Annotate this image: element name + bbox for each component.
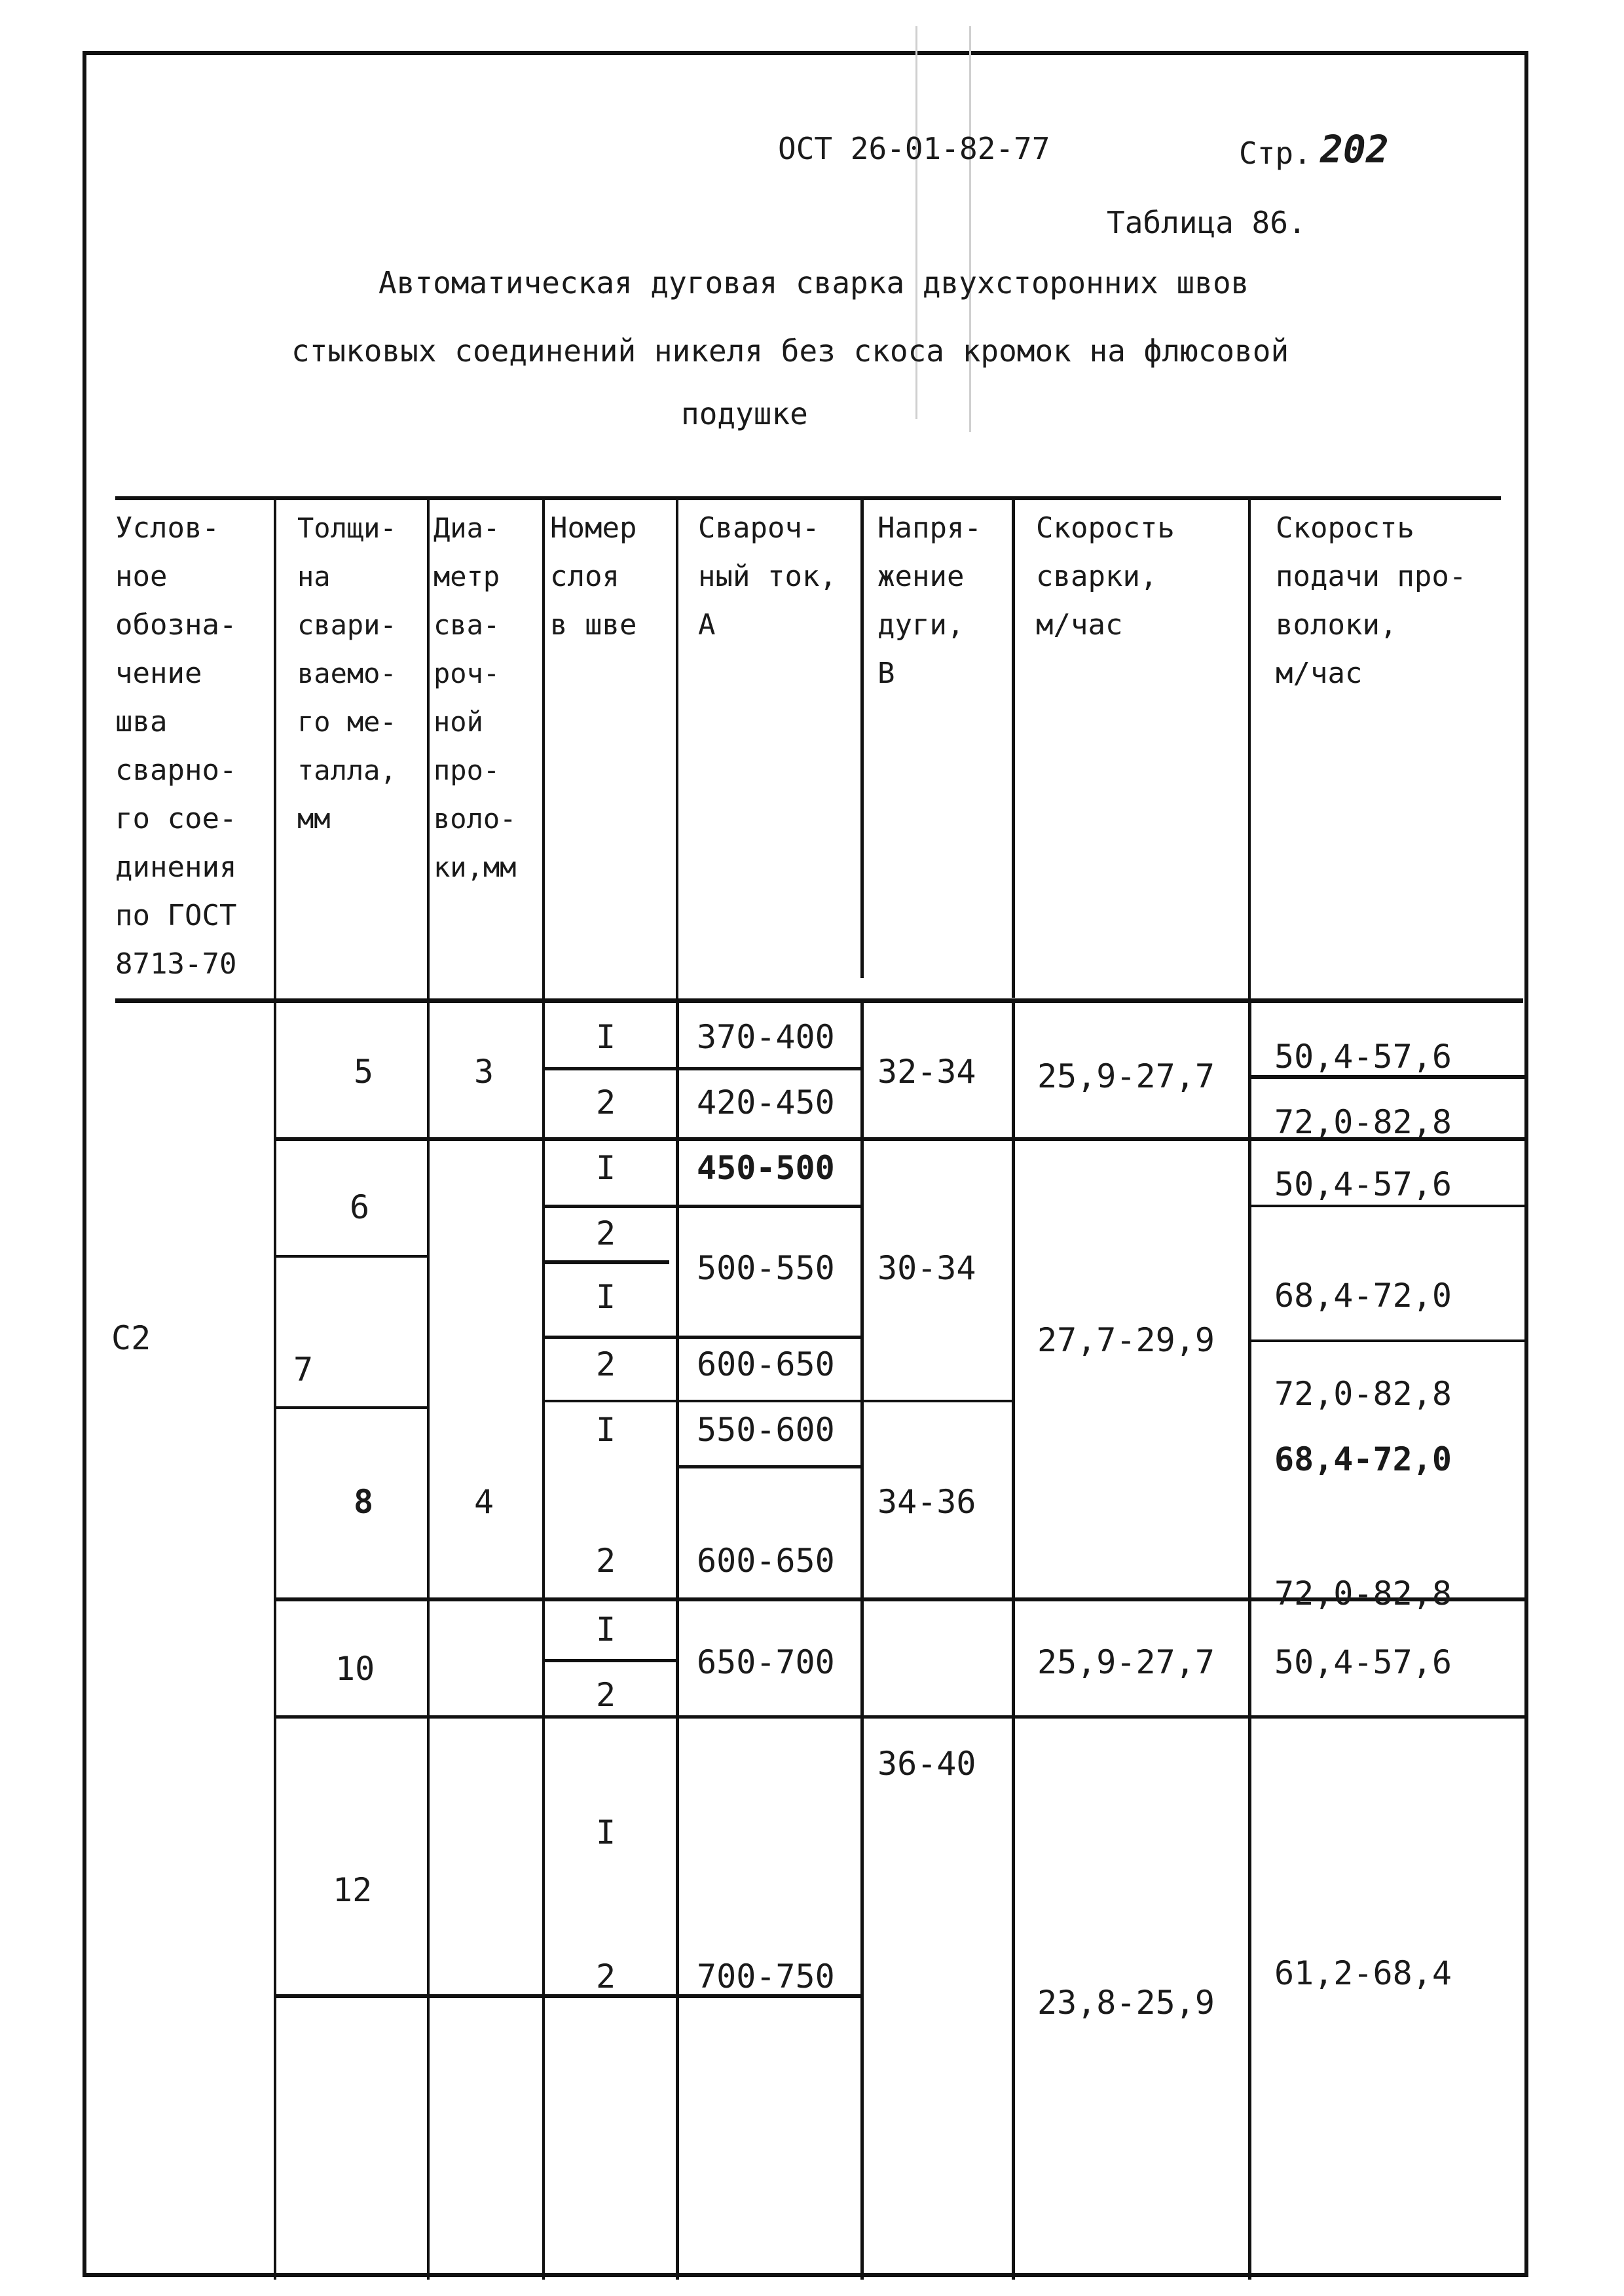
column-header-line: шва	[115, 705, 168, 738]
table-title-line-3: подушке	[681, 396, 808, 431]
body-col-sep	[1012, 1002, 1015, 2280]
speed-cell: 23,8-25,9	[1037, 1984, 1215, 2022]
column-header-line: мм	[297, 803, 331, 835]
column-header-line: роч-	[434, 657, 500, 689]
column-header-line: талла,	[297, 754, 397, 786]
column-header-line: сва-	[434, 609, 500, 641]
standard-number: ОСТ 26-01-82-77	[778, 131, 1050, 166]
column-header-line: в шве	[550, 608, 637, 642]
column-header-line: Скорость	[1276, 511, 1414, 545]
row-rule	[274, 1255, 427, 1258]
column-header-line: Скорость	[1036, 511, 1175, 545]
layer-cell: I	[596, 1149, 616, 1187]
thickness-cell: 7	[293, 1351, 314, 1389]
current-cell: 650-700	[697, 1643, 835, 1681]
layer-cell: I	[596, 1813, 616, 1851]
layer-cell: I	[596, 1411, 616, 1449]
column-header-line: дуги,	[877, 608, 965, 642]
row-rule	[542, 1067, 860, 1070]
current-cell: 420-450	[697, 1084, 835, 1121]
speed-cell: 27,7-29,9	[1037, 1321, 1215, 1359]
row-rule	[542, 1205, 860, 1208]
body-col-sep	[676, 1002, 679, 2280]
column-header-line: по ГОСТ	[115, 899, 237, 932]
layer-cell: 2	[596, 1084, 616, 1121]
column-header-line: Номер	[550, 511, 637, 545]
current-cell: 500-550	[697, 1249, 835, 1287]
column-header-line: ки,мм	[434, 851, 517, 883]
feed-cell: 72,0-82,8	[1274, 1375, 1452, 1413]
column-header-line: Толщи-	[297, 512, 397, 544]
column-header-line: В	[877, 657, 895, 690]
row-rule	[545, 1659, 676, 1662]
row-rule	[542, 1400, 1014, 1402]
layer-cell: I	[596, 1611, 616, 1649]
col-sep	[860, 500, 864, 978]
layer-cell: 2	[596, 1345, 616, 1383]
column-header-line: ной	[434, 706, 483, 738]
col-sep	[676, 500, 678, 1001]
row-rule	[678, 1465, 860, 1468]
column-header-line: А	[698, 608, 716, 642]
column-header-line: свари-	[297, 609, 397, 641]
thickness-cell: 6	[350, 1188, 370, 1226]
feed-cell: 50,4-57,6	[1274, 1165, 1452, 1203]
body-col-sep	[1248, 1002, 1251, 2280]
column-header-line: чение	[115, 657, 202, 690]
speed-cell: 25,9-27,7	[1037, 1643, 1215, 1681]
page-number: 202	[1320, 127, 1389, 172]
column-header-line: жение	[877, 560, 965, 593]
column-header-line: ваемо-	[297, 657, 397, 689]
feed-cell: 61,2-68,4	[1274, 1954, 1452, 1992]
thickness-cell: 8	[354, 1483, 374, 1521]
diameter-cell: 3	[474, 1053, 494, 1091]
body-col-sep	[860, 1002, 864, 2280]
body-col-sep	[542, 1002, 545, 2280]
table-top-rule	[115, 496, 1501, 500]
current-cell: 370-400	[697, 1018, 835, 1056]
layer-cell: 2	[596, 1676, 616, 1714]
layer-cell: 2	[596, 1214, 616, 1252]
column-header-line: сварно-	[115, 754, 237, 787]
table-number: Таблица 86.	[1107, 205, 1306, 240]
row-rule	[1248, 1339, 1528, 1342]
feed-cell: 50,4-57,6	[1274, 1038, 1452, 1076]
column-header-line: Свароч-	[698, 511, 820, 545]
column-header-line: сварки,	[1036, 560, 1158, 593]
thickness-cell: 10	[335, 1650, 375, 1688]
diameter-cell: 4	[474, 1483, 494, 1521]
col-sep	[1012, 500, 1015, 998]
col-sep	[427, 500, 430, 1001]
current-cell: 550-600	[697, 1411, 835, 1449]
layer-cell: I	[596, 1278, 616, 1316]
voltage-cell: 36-40	[877, 1745, 976, 1783]
current-cell: 700-750	[697, 1958, 835, 1995]
row-rule	[274, 1406, 427, 1409]
column-header-line: воло-	[434, 803, 517, 835]
column-header-line: го сое-	[115, 802, 237, 835]
column-header-line: ный ток,	[698, 560, 837, 593]
col-sep	[1248, 500, 1251, 1001]
column-header-line: м/час	[1036, 608, 1123, 642]
column-header-line: метр	[434, 560, 500, 592]
table-title-line-1: Автоматическая дуговая сварка двухсторонних швов	[378, 265, 1249, 301]
row-rule	[1012, 1715, 1528, 1719]
layer-cell: 2	[596, 1542, 616, 1580]
weld-designation: С2	[111, 1319, 151, 1357]
column-header-line: Услов-	[115, 511, 219, 545]
page-label: Стр.	[1239, 136, 1312, 171]
body-col-sep	[427, 1002, 430, 2280]
layer-cell: I	[596, 1018, 616, 1056]
speed-cell: 25,9-27,7	[1037, 1057, 1215, 1095]
feed-cell: 68,4-72,0	[1274, 1440, 1452, 1478]
column-header-line: подачи про-	[1276, 560, 1467, 593]
column-header-line: про-	[434, 754, 500, 786]
column-header-line: м/час	[1276, 657, 1363, 690]
row-rule	[1248, 1205, 1528, 1207]
column-header-line: Напря-	[877, 511, 982, 545]
voltage-cell: 30-34	[877, 1249, 976, 1287]
body-col-sep	[274, 1002, 276, 2280]
column-header-line: го ме-	[297, 706, 397, 738]
layer-cell: 2	[596, 1958, 616, 1995]
column-header-line: обозна-	[115, 608, 237, 642]
feed-cell: 68,4-72,0	[1274, 1277, 1452, 1315]
row-rule	[274, 1715, 1012, 1719]
col-sep	[274, 500, 276, 1001]
current-cell: 600-650	[697, 1345, 835, 1383]
row-rule	[542, 1336, 860, 1339]
column-header-line: волоки,	[1276, 608, 1397, 642]
column-header-line: динения	[115, 850, 237, 884]
current-cell: 450-500	[697, 1149, 835, 1187]
row-rule	[545, 1260, 669, 1264]
feed-cell: 72,0-82,8	[1274, 1575, 1452, 1613]
column-header-line: 8713-70	[115, 947, 237, 981]
feed-cell: 72,0-82,8	[1274, 1103, 1452, 1141]
column-header-line: на	[297, 560, 331, 592]
col-sep	[542, 500, 545, 1001]
column-header-line: Диа-	[434, 512, 500, 544]
voltage-cell: 34-36	[877, 1483, 976, 1521]
column-header-line: ное	[115, 560, 168, 593]
header-bottom-rule	[115, 998, 1523, 1003]
thickness-cell: 5	[354, 1053, 374, 1091]
current-cell: 600-650	[697, 1542, 835, 1580]
voltage-cell: 32-34	[877, 1053, 976, 1091]
table-title-line-2: стыковых соединений никеля без скоса кромок на флюсовой	[291, 333, 1289, 369]
thickness-cell: 12	[333, 1871, 373, 1909]
feed-cell: 50,4-57,6	[1274, 1643, 1452, 1681]
column-header-line: слоя	[550, 560, 619, 593]
